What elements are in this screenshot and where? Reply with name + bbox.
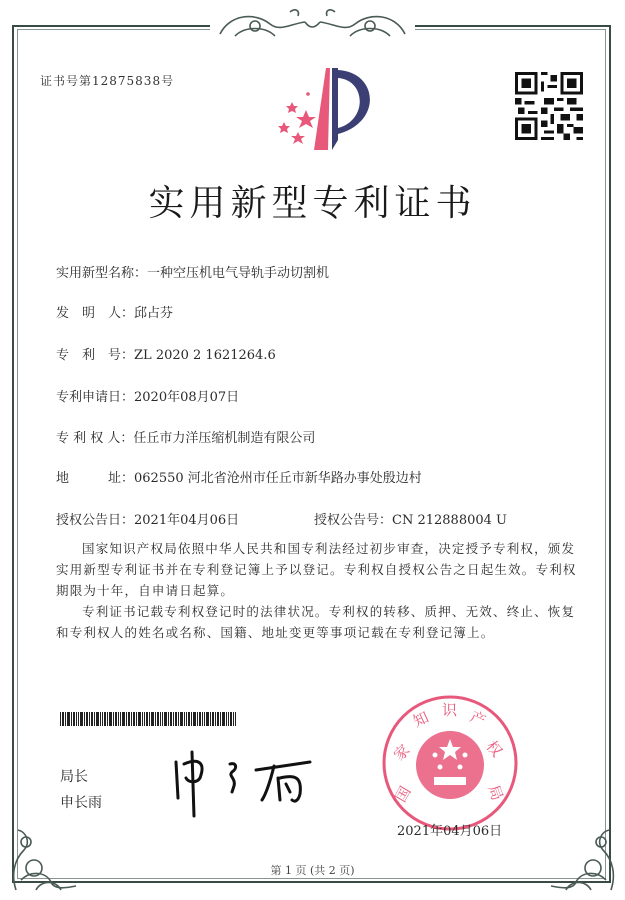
field-label: 实用新型名称： bbox=[56, 266, 148, 281]
seal-date: 2021年04月06日 bbox=[397, 824, 503, 839]
field-label: 授权公告日： bbox=[56, 513, 135, 528]
field-value: CN 212888004 U bbox=[392, 513, 507, 528]
top-ornament-icon bbox=[210, 4, 415, 46]
field-patentee bbox=[56, 427, 315, 446]
field-application-date bbox=[56, 386, 239, 405]
svg-text:局: 局 bbox=[484, 782, 507, 803]
field-utility-model-name bbox=[56, 262, 329, 281]
field-patent-number bbox=[56, 344, 276, 363]
field-label: 发 明 人： bbox=[56, 306, 135, 321]
field-label: 专利申请日： bbox=[56, 390, 135, 405]
bottom-left-ornament-icon bbox=[6, 820, 86, 895]
field-value: 任丘市力洋压缩机制造有限公司 bbox=[133, 431, 316, 446]
svg-text:知: 知 bbox=[410, 708, 432, 731]
certificate-number: 证书号第12875838号 bbox=[40, 74, 175, 88]
field-value: 062550 河北省沧州市任丘市新华路办事处殷边村 bbox=[134, 471, 422, 486]
field-label: 专 利 权 人： bbox=[56, 431, 134, 446]
field-label: 授权公告号： bbox=[314, 513, 393, 528]
field-label: 地 址： bbox=[56, 471, 135, 486]
signatory-name: 申长雨 bbox=[60, 795, 102, 811]
field-value: 邱占芬 bbox=[134, 306, 174, 321]
field-label: 专 利 号： bbox=[56, 348, 135, 363]
legal-paragraph-2: 专利证书记载专利权登记时的法律状况。专利权的转移、质押、无效、终止、恢复和专利权人的姓名或名称、国籍、地址变更等事项记载在专利登记簿上。 bbox=[56, 604, 576, 640]
official-seal-icon bbox=[380, 693, 520, 833]
field-value: ZL 2020 2 1621264.6 bbox=[134, 348, 276, 363]
qr-code[interactable] bbox=[515, 72, 583, 140]
certificate-title: 实用新型专利证书 bbox=[148, 183, 477, 224]
bottom-right-ornament-icon bbox=[541, 820, 621, 895]
page-indicator: 第 1 页 (共 2 页) bbox=[270, 864, 355, 877]
svg-text:识: 识 bbox=[442, 701, 458, 719]
svg-text:家: 家 bbox=[390, 740, 414, 765]
barcode bbox=[60, 712, 236, 726]
svg-text:权: 权 bbox=[482, 737, 506, 761]
signature-icon bbox=[170, 748, 320, 818]
signatory-title: 局长 bbox=[60, 769, 88, 785]
cnipa-logo-icon bbox=[258, 62, 378, 154]
svg-text:产: 产 bbox=[467, 707, 489, 731]
field-inventor bbox=[56, 302, 173, 321]
field-value: 一种空压机电气导轨手动切割机 bbox=[147, 266, 330, 281]
svg-text:国: 国 bbox=[391, 783, 415, 806]
field-address bbox=[56, 467, 422, 486]
field-value: 2020年08月07日 bbox=[134, 390, 240, 405]
legal-paragraph-1: 国家知识产权局依照中华人民共和国专利法经过初步审查，决定授予专利权，颁发实用新型专利证书并在专利登记簿上予以登记。专利权自授权公告之日起生效。专利权期限为十年，自申请日起算。 bbox=[56, 541, 577, 598]
field-grant-announcement-date bbox=[56, 509, 239, 528]
field-grant-announcement-number bbox=[314, 509, 507, 528]
field-value: 2021年04月06日 bbox=[134, 513, 240, 528]
